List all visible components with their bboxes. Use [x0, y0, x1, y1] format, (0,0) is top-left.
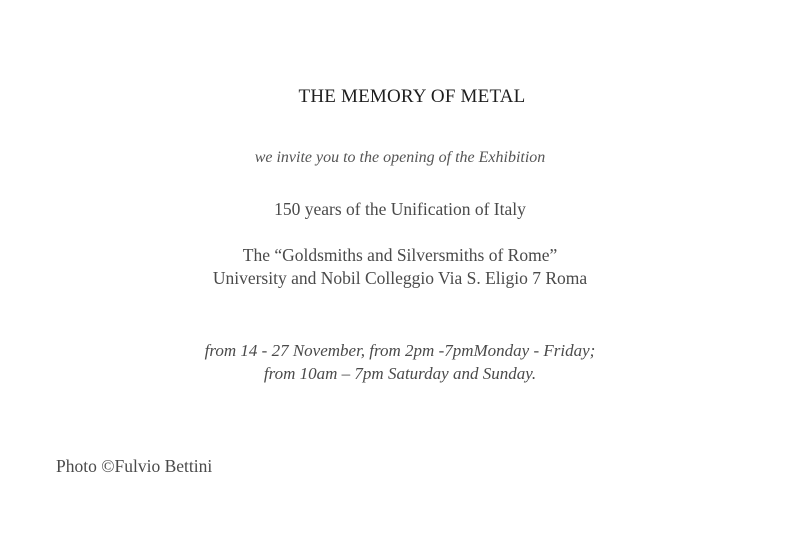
venue-line-1: The “Goldsmiths and Silversmiths of Rome” [242, 245, 558, 265]
venue-line-2: University and Nobil Colleggio Via S. Eligio 7 Roma [212, 268, 588, 288]
invitation-text: we invite you to the opening of the Exhibition [254, 149, 546, 166]
event-name: 150 years of the Unification of Italy [274, 199, 526, 219]
schedule-line-1: from 14 - 27 November, from 2pm -7pmMonday - Friday; [204, 341, 596, 360]
schedule-line-2: from 10am – 7pm Saturday and Sunday. [263, 364, 537, 383]
photo-credit: Photo ©Fulvio Bettini [56, 456, 213, 476]
exhibition-title: THE MEMORY OF METAL [298, 86, 526, 107]
